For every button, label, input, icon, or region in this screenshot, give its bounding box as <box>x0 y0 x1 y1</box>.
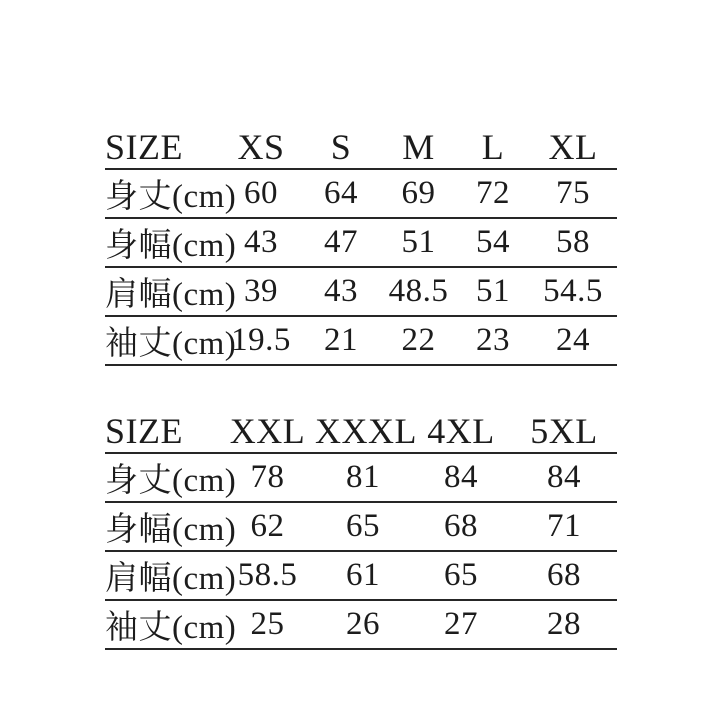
measurement-cell: 72 <box>476 175 510 211</box>
measurement-cell: 84 <box>444 459 478 495</box>
measurement-cell: 62 <box>250 508 285 544</box>
measurement-cell: 22 <box>401 322 436 358</box>
measurement-cell: 19.5 <box>231 322 291 358</box>
measurement-cell: 75 <box>556 175 590 211</box>
measurement-cell: 48.5 <box>388 273 449 309</box>
measurement-row <box>105 600 617 649</box>
measurement-cell: 25 <box>250 606 285 642</box>
measurement-row <box>105 453 617 502</box>
measurement-row-label: 袖丈(cm) <box>105 610 237 646</box>
measurement-row <box>105 316 617 365</box>
measurement-cell: 27 <box>444 606 478 642</box>
size-column-header: 5XL <box>530 411 598 451</box>
size-column-header: L <box>481 127 505 167</box>
measurement-cell: 26 <box>346 606 380 642</box>
measurement-cell: 58.5 <box>237 557 298 593</box>
measurement-cell: 61 <box>346 557 380 593</box>
measurement-row-label: 身丈(cm) <box>105 179 237 215</box>
measurement-cell: 71 <box>547 508 581 544</box>
measurement-row <box>105 551 617 600</box>
measurement-row <box>105 267 617 316</box>
measurement-cell: 23 <box>476 322 510 358</box>
measurement-cell: 65 <box>346 508 380 544</box>
size-header-label: SIZE <box>105 127 183 167</box>
measurement-cell: 69 <box>401 175 436 211</box>
measurement-row-label: 身丈(cm) <box>105 463 237 499</box>
measurement-cell: 58 <box>556 224 590 260</box>
measurement-row <box>105 218 617 267</box>
size-table-standard <box>105 126 617 366</box>
measurement-cell: 43 <box>244 224 278 260</box>
measurement-row-label: 身幅(cm) <box>105 512 237 548</box>
measurement-cell: 51 <box>401 224 436 260</box>
measurement-row <box>105 502 617 551</box>
measurement-row-label: 肩幅(cm) <box>105 561 237 597</box>
measurement-cell: 84 <box>547 459 581 495</box>
size-column-header: XL <box>548 127 598 167</box>
size-column-header: XXXL <box>315 411 417 451</box>
measurement-row-label: 身幅(cm) <box>105 228 237 264</box>
measurement-cell: 21 <box>324 322 358 358</box>
size-header-row <box>105 126 617 169</box>
measurement-cell: 81 <box>346 459 380 495</box>
measurement-cell: 65 <box>444 557 478 593</box>
measurement-cell: 68 <box>444 508 478 544</box>
size-column-header: XXL <box>229 411 306 451</box>
measurement-row-label: 肩幅(cm) <box>105 277 237 313</box>
size-table-extended <box>105 410 617 650</box>
size-column-header: 4XL <box>427 411 495 451</box>
measurement-cell: 39 <box>244 273 278 309</box>
size-column-header: M <box>402 127 435 167</box>
measurement-cell: 24 <box>556 322 590 358</box>
size-header-label: SIZE <box>105 411 183 451</box>
size-column-header: S <box>330 127 352 167</box>
measurement-cell: 28 <box>547 606 581 642</box>
measurement-cell: 60 <box>244 175 278 211</box>
measurement-cell: 68 <box>547 557 581 593</box>
measurement-cell: 54 <box>476 224 510 260</box>
measurement-row <box>105 169 617 218</box>
size-header-row <box>105 410 617 453</box>
measurement-cell: 51 <box>476 273 510 309</box>
measurement-cell: 43 <box>324 273 358 309</box>
measurement-row-label: 袖丈(cm) <box>105 326 237 362</box>
measurement-cell: 54.5 <box>543 273 603 309</box>
measurement-cell: 78 <box>250 459 285 495</box>
size-column-header: XS <box>237 127 285 167</box>
measurement-cell: 47 <box>324 224 358 260</box>
measurement-cell: 64 <box>324 175 358 211</box>
